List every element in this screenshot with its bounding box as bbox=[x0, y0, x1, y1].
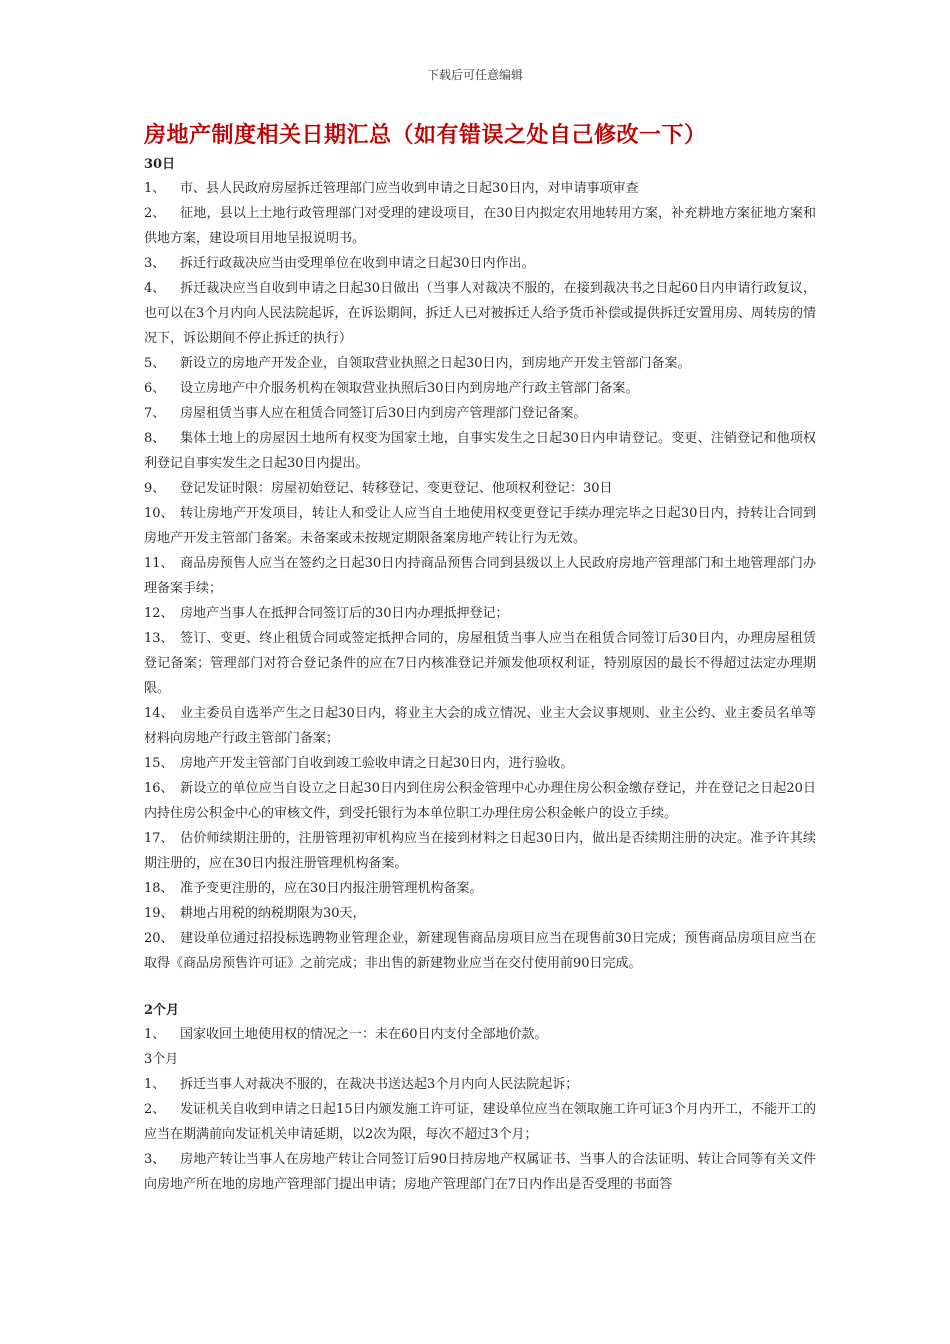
list-item bbox=[144, 201, 816, 251]
item-text: 房地产当事人在抵押合同签订后的30日内办理抵押登记； bbox=[180, 606, 509, 621]
list-item bbox=[144, 476, 816, 501]
item-text: 拆迁当事人对裁决不服的，在裁决书送达起3个月内向人民法院起诉； bbox=[180, 1077, 579, 1092]
item-number: 17、 bbox=[144, 831, 174, 846]
list-item bbox=[144, 1097, 816, 1147]
item-number: 8、 bbox=[144, 431, 166, 446]
item-number: 19、 bbox=[144, 906, 174, 921]
list-item bbox=[144, 551, 816, 601]
list-item bbox=[144, 1072, 816, 1097]
section-heading-3-months: 3个月 bbox=[144, 1052, 179, 1067]
item-text: 房屋租赁当事人应在租赁合同签订后30日内到房产管理部门登记备案。 bbox=[180, 406, 587, 421]
list-item bbox=[144, 601, 816, 626]
item-text: 发证机关自收到申请之日起15日内颁发施工许可证，建设单位应当在领取施工许可证3个月内开工，不能开工的应当在期满前向发证机关申请延期，以2次为限，每次不超过3个月； bbox=[144, 1102, 816, 1142]
item-text: 房地产转让当事人在房地产转让合同签订后90日持房地产权属证书、当事人的合法证明、转让合同等有关文件向房地产所在地的房地产管理部门提出申请；房地产管理部门在7日内作出是否受理的书面答 bbox=[144, 1152, 816, 1192]
item-number: 9、 bbox=[144, 481, 166, 496]
list-item bbox=[144, 276, 816, 351]
item-number: 7、 bbox=[144, 406, 166, 421]
list-item bbox=[144, 826, 816, 876]
item-text: 签订、变更、终止租赁合同或签定抵押合同的，房屋租赁当事人应当在租赁合同签订后30日内，办理房屋租赁登记备案；管理部门对符合登记条件的应在7日内核准登记并颁发他项权利证，特别原因的最长不得超过法定办理期限。 bbox=[144, 631, 816, 696]
item-text: 市、县人民政府房屋拆迁管理部门应当收到申请之日起30日内，对申请事项审查 bbox=[180, 181, 639, 196]
item-number: 4、 bbox=[144, 281, 166, 296]
item-number: 2、 bbox=[144, 206, 166, 221]
section-list-2-months bbox=[144, 1022, 816, 1047]
item-number: 3、 bbox=[144, 1152, 166, 1167]
item-number: 12、 bbox=[144, 606, 174, 621]
item-text: 业主委员自选举产生之日起30日内，将业主大会的成立情况、业主大会议事规则、业主公约、业主委员名单等材料向房地产行政主管部门备案； bbox=[144, 706, 816, 746]
item-text: 登记发证时限：房屋初始登记、转移登记、变更登记、他项权利登记：30日 bbox=[180, 481, 613, 496]
item-number: 2、 bbox=[144, 1102, 166, 1117]
list-item bbox=[144, 926, 816, 976]
list-item bbox=[144, 626, 816, 701]
document-body bbox=[144, 118, 816, 1197]
item-text: 建设单位通过招投标选聘物业管理企业，新建现售商品房项目应当在现售前30日完成；预售商品房项目应当在取得《商品房预售许可证》之前完成；非出售的新建物业应当在交付使用前90日完成。 bbox=[144, 931, 816, 971]
item-text: 估价师续期注册的，注册管理初审机构应当在接到材料之日起30日内，做出是否续期注册的决定。准予许其续期注册的，应在30日内报注册管理机构备案。 bbox=[144, 831, 816, 871]
item-text: 设立房地产中介服务机构在领取营业执照后30日内到房地产行政主管部门备案。 bbox=[180, 381, 639, 396]
list-item bbox=[144, 376, 816, 401]
item-text: 征地，县以上土地行政管理部门对受理的建设项目，在30日内拟定农用地转用方案，补充耕地方案征地方案和供地方案，建设项目用地呈报说明书。 bbox=[144, 206, 816, 246]
item-text: 新设立的单位应当自设立之日起30日内到住房公积金管理中心办理住房公积金缴存登记，并在登记之日起20日内持住房公积金中心的审核文件，到受托银行为本单位职工办理住房公积金帐户的设立手续。 bbox=[144, 781, 816, 821]
item-text: 拆迁裁决应当自收到申请之日起30日做出（当事人对裁决不服的，在接到裁决书之日起60日内申请行政复议，也可以在3个月内向人民法院起诉，在诉讼期间，拆迁人已对被拆迁人给予货币补偿或提供拆迁安置用房、周转房的情况下，诉讼期间不停止拆迁的执行） bbox=[144, 281, 816, 346]
item-number: 5、 bbox=[144, 356, 166, 371]
section-spacer bbox=[144, 976, 816, 1000]
item-number: 1、 bbox=[144, 1077, 166, 1092]
list-item bbox=[144, 776, 816, 826]
item-number: 20、 bbox=[144, 931, 174, 946]
item-text: 集体土地上的房屋因土地所有权变为国家土地，自事实发生之日起30日内申请登记。变更、注销登记和他项权利登记自事实发生之日起30日内提出。 bbox=[144, 431, 816, 471]
item-text: 商品房预售人应当在签约之日起30日内持商品预售合同到县级以上人民政府房地产管理部门和土地管理部门办理备案手续； bbox=[144, 556, 816, 596]
list-item bbox=[144, 426, 816, 476]
list-item bbox=[144, 1147, 816, 1197]
section-list-30-days bbox=[144, 176, 816, 976]
item-text: 房地产开发主管部门自收到竣工验收申请之日起30日内，进行验收。 bbox=[180, 756, 574, 771]
list-item bbox=[144, 1022, 816, 1047]
item-number: 1、 bbox=[144, 1027, 166, 1042]
item-number: 6、 bbox=[144, 381, 166, 396]
list-item bbox=[144, 501, 816, 551]
item-text: 耕地占用税的纳税期限为30天， bbox=[180, 906, 366, 921]
item-number: 18、 bbox=[144, 881, 174, 896]
item-number: 14、 bbox=[144, 706, 174, 721]
list-item bbox=[144, 901, 816, 926]
item-number: 15、 bbox=[144, 756, 174, 771]
list-item bbox=[144, 351, 816, 376]
item-number: 11、 bbox=[144, 556, 174, 571]
document-title: 房地产制度相关日期汇总（如有错误之处自己修改一下） bbox=[144, 123, 707, 148]
section-heading-2-months: 2个月 bbox=[144, 1003, 180, 1018]
section-heading-30-days: 30日 bbox=[144, 157, 176, 172]
list-item bbox=[144, 751, 816, 776]
item-text: 新设立的房地产开发企业，自领取营业执照之日起30日内，到房地产开发主管部门备案。 bbox=[180, 356, 691, 371]
page-header: 下载后可任意编辑 bbox=[426, 68, 523, 82]
list-item bbox=[144, 876, 816, 901]
item-text: 拆迁行政裁决应当由受理单位在收到申请之日起30日内作出。 bbox=[180, 256, 535, 271]
item-number: 13、 bbox=[144, 631, 174, 646]
item-number: 3、 bbox=[144, 256, 166, 271]
item-number: 10、 bbox=[144, 506, 174, 521]
section-list-3-months bbox=[144, 1072, 816, 1197]
item-text: 准予变更注册的，应在30日内报注册管理机构备案。 bbox=[180, 881, 483, 896]
item-text: 转让房地产开发项目，转让人和受让人应当自土地使用权变更登记手续办理完毕之日起30日内，持转让合同到房地产开发主管部门备案。未备案或未按规定期限备案房地产转让行为无效。 bbox=[144, 506, 816, 546]
list-item bbox=[144, 701, 816, 751]
item-number: 16、 bbox=[144, 781, 174, 796]
item-number: 1、 bbox=[144, 181, 166, 196]
list-item bbox=[144, 251, 816, 276]
item-text: 国家收回土地使用权的情况之一：未在60日内支付全部地价款。 bbox=[180, 1027, 548, 1042]
list-item bbox=[144, 176, 816, 201]
list-item bbox=[144, 401, 816, 426]
